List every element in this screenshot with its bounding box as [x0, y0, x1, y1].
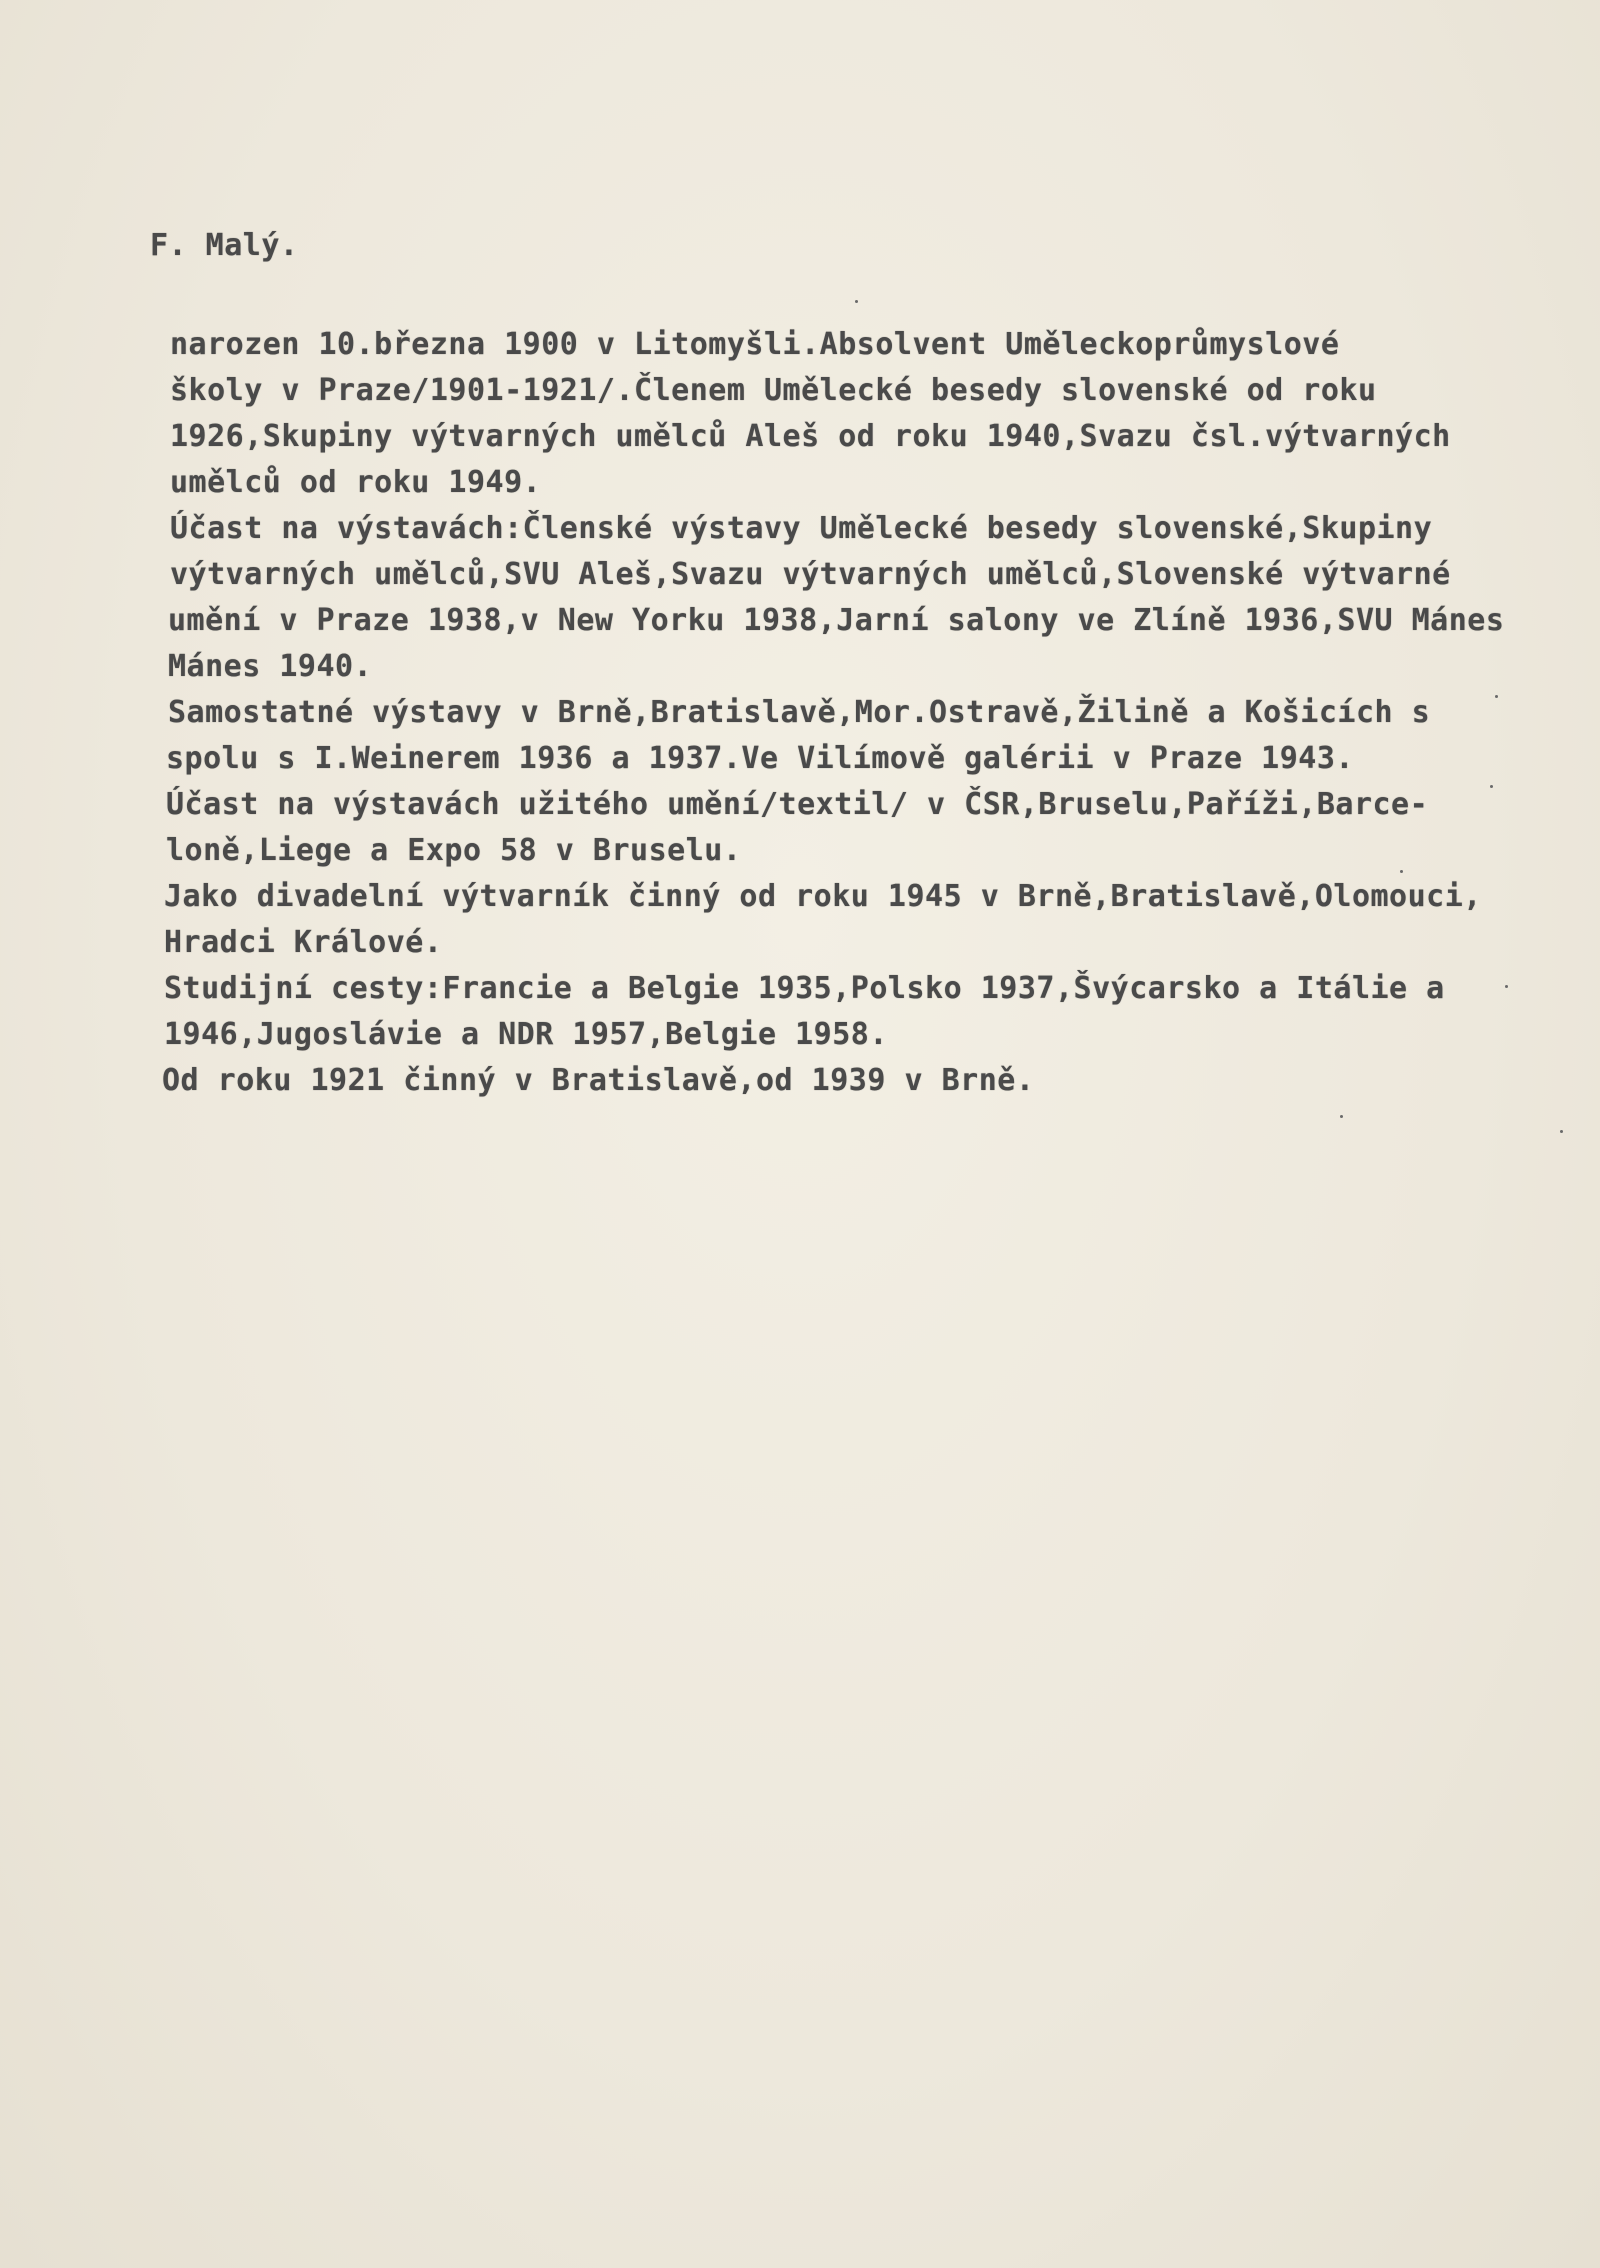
text-line: narozen 10.března 1900 v Litomyšli.Absolvent Uměleckoprůmyslové: [170, 327, 1340, 362]
text-line: výtvarných umělců,SVU Aleš,Svazu výtvarných umělců,Slovenské výtvarné: [170, 557, 1451, 592]
document-body: [162, 322, 1505, 1104]
text-line: Hradci Králové.: [164, 925, 443, 960]
paper-speck: [1400, 870, 1403, 873]
paper-speck: [1490, 785, 1493, 788]
paper-speck: [1505, 985, 1508, 988]
text-line: umělců od roku 1949.: [170, 465, 542, 500]
text-line: Účast na výstavách:Členské výstavy Umělecké besedy slovenské,Skupiny: [170, 511, 1433, 546]
text-line: Samostatné výstavy v Brně,Bratislavě,Mor.Ostravě,Žilině a Košicích s: [168, 695, 1431, 730]
text-line: 1926,Skupiny výtvarných umělců Aleš od roku 1940,Svazu čsl.výtvarných: [170, 419, 1451, 454]
text-line: umění v Praze 1938,v New Yorku 1938,Jarní salony ve Zlíně 1936,SVU Mánes: [168, 603, 1505, 638]
text-line: Jako divadelní výtvarník činný od roku 1945 v Brně,Bratislavě,Olomouci,: [164, 879, 1482, 914]
text-line: spolu s I.Weinerem 1936 a 1937.Ve Vilímově galérii v Praze 1943.: [166, 741, 1354, 776]
text-line: Účast na výstavách užitého umění/textil/ v ČSR,Bruselu,Paříži,Barce-: [166, 787, 1429, 822]
text-line: Studijní cesty:Francie a Belgie 1935,Polsko 1937,Švýcarsko a Itálie a: [164, 971, 1445, 1006]
paper-speck: [855, 300, 858, 303]
paper-speck: [1495, 695, 1498, 698]
document-title: F. Malý.: [150, 228, 299, 263]
paper-speck: [1340, 1115, 1343, 1118]
paper-speck: [1560, 1130, 1563, 1133]
text-line: Od roku 1921 činný v Bratislavě,od 1939 v Brně.: [162, 1063, 1035, 1098]
text-line: Mánes 1940.: [168, 649, 373, 684]
text-line: 1946,Jugoslávie a NDR 1957,Belgie 1958.: [164, 1017, 888, 1052]
text-line: školy v Praze/1901-1921/.Členem Umělecké besedy slovenské od roku: [170, 373, 1377, 408]
text-line: loně,Liege a Expo 58 v Bruselu.: [166, 833, 742, 868]
